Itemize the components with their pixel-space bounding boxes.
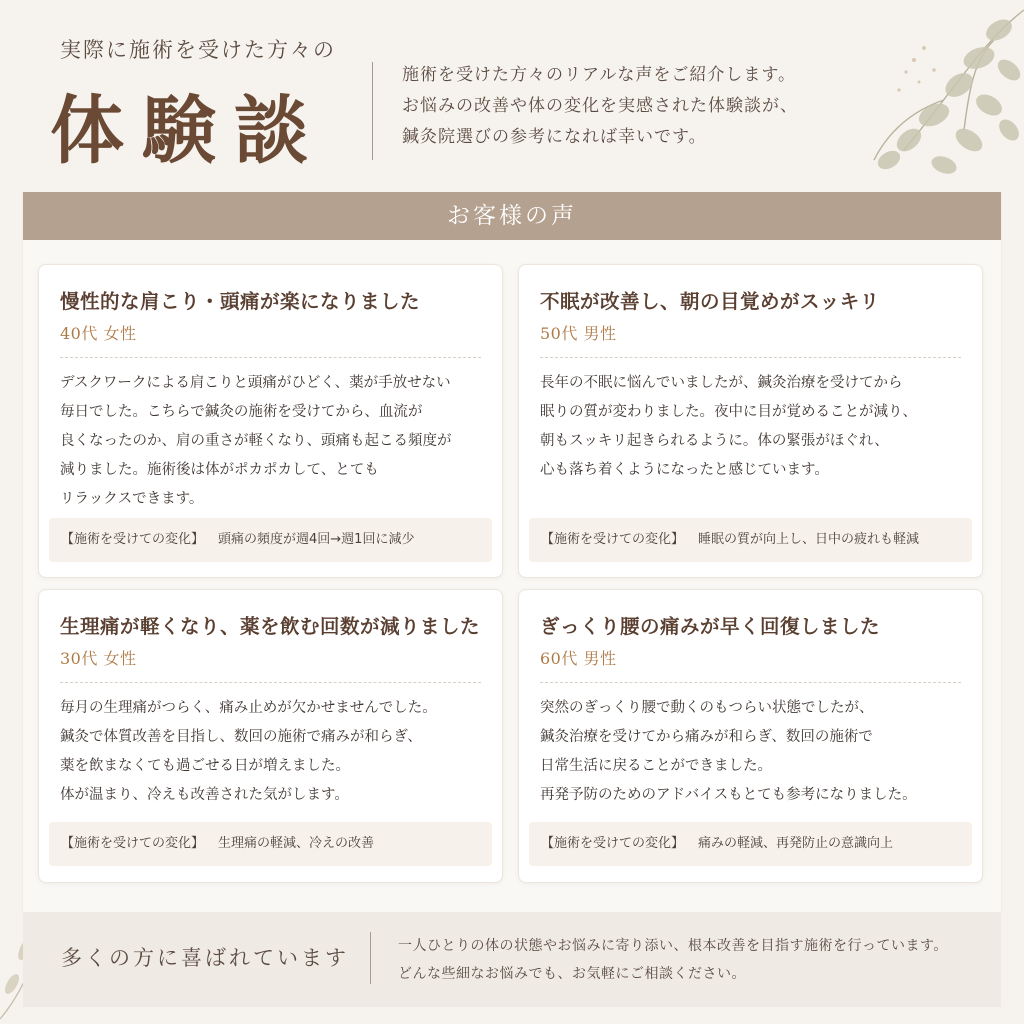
card-change-box [49, 822, 492, 866]
footer-banner [23, 912, 1001, 1007]
footer-title: 多くの方に喜ばれています [61, 946, 349, 970]
change-label: 【施術を受けての変化】 [541, 532, 685, 547]
card-body-line: 薬を飲まなくても過ごせる日が増えました。 [60, 758, 350, 774]
card-change-box [49, 518, 492, 562]
card-change-box [529, 518, 972, 562]
card-body-line: 良くなったのか、肩の重さが軽くなり、頭痛も起こる頻度が [60, 433, 452, 449]
footer-text-line: 一人ひとりの体の状態やお悩みに寄り添い、根本改善を目指す施術を行っています。 [398, 938, 948, 954]
testimonial-card [38, 589, 503, 883]
footer-text [398, 932, 948, 988]
card-body-line: デスクワークによる肩こりと頭痛がひどく、薬が手放せない [60, 375, 451, 391]
card-body-line: 鍼灸で体質改善を目指し、数回の施術で痛みが和らぎ、 [60, 729, 422, 745]
card-divider [540, 682, 961, 683]
hero-description-line: 施術を受けた方々のリアルな声をご紹介します。 [402, 65, 796, 85]
card-body-line: 眠りの質が変わりました。夜中に目が覚めることが減り、 [540, 404, 917, 420]
change-label: 【施術を受けての変化】 [61, 836, 205, 851]
card-body-line: 日常生活に戻ることができました。 [540, 758, 772, 774]
card-body-line: 突然のぎっくり腰で動くのもつらい状態でしたが、 [540, 700, 874, 716]
card-meta: 40代 女性 [60, 324, 137, 343]
testimonial-card [38, 264, 503, 578]
card-body-line: リラックスできます。 [60, 491, 204, 507]
card-body-line: 体が温まり、冷えも改善された気がします。 [60, 787, 349, 803]
card-divider [60, 357, 481, 358]
testimonial-card [518, 264, 983, 578]
card-divider [540, 357, 961, 358]
card-title: 慢性的な肩こり・頭痛が楽になりました [60, 290, 421, 313]
card-body [60, 694, 490, 810]
hero-divider [372, 62, 373, 160]
change-text: 睡眠の質が向上し、日中の疲れも軽減 [698, 532, 920, 547]
card-body-line: 毎月の生理痛がつらく、痛み止めが欠かせませんでした。 [60, 700, 437, 716]
hero-description-line: お悩みの改善や体の変化を実感された体験談が、 [402, 96, 798, 116]
card-title: 生理痛が軽くなり、薬を飲む回数が減りました [60, 615, 481, 638]
hero-section [0, 0, 1024, 190]
card-change-box [529, 822, 972, 866]
footer-divider [370, 932, 371, 984]
change-label: 【施術を受けての変化】 [61, 532, 205, 547]
card-title: ぎっくり腰の痛みが早く回復しました [540, 615, 881, 638]
card-body-line: 長年の不眠に悩んでいましたが、鍼灸治療を受けてから [540, 375, 903, 391]
card-title: 不眠が改善し、朝の目覚めがスッキリ [540, 290, 880, 313]
card-meta: 30代 女性 [60, 649, 137, 668]
card-body-line: 再発予防のためのアドバイスもとても参考になりました。 [540, 787, 917, 803]
card-meta: 50代 男性 [540, 324, 617, 343]
hero-subtitle: 実際に施術を受けた方々の [60, 38, 336, 62]
card-body [540, 369, 970, 485]
change-label: 【施術を受けての変化】 [541, 836, 685, 851]
testimonials-panel [23, 192, 1001, 912]
change-text: 頭痛の頻度が週4回→週1回に減少 [218, 532, 415, 547]
card-body [60, 369, 490, 514]
card-body-line: 毎日でした。こちらで鍼灸の施術を受けてから、血流が [60, 404, 423, 420]
card-body-line: 朝もスッキリ起きられるように。体の緊張がほぐれ、 [540, 433, 889, 449]
card-body-line: 心も落ち着くようになったと感じています。 [540, 462, 829, 478]
testimonial-card [518, 589, 983, 883]
change-text: 生理痛の軽減、冷えの改善 [218, 836, 375, 851]
change-text: 痛みの軽減、再発防止の意識向上 [698, 836, 894, 851]
card-body [540, 694, 970, 810]
card-body-line: 減りました。施術後は体がポカポカして、とても [60, 462, 379, 478]
hero-description-line: 鍼灸院選びの参考になれば幸いです。 [402, 127, 707, 147]
page-title: 体験談 [50, 88, 326, 174]
hero-description [402, 60, 798, 153]
card-divider [60, 682, 481, 683]
card-meta: 60代 男性 [540, 649, 617, 668]
footer-text-line: どんな些細なお悩みでも、お気軽にご相談ください。 [398, 966, 746, 982]
section-header: お客様の声 [23, 192, 1001, 240]
card-body-line: 鍼灸治療を受けてから痛みが和らぎ、数回の施術で [540, 729, 873, 745]
